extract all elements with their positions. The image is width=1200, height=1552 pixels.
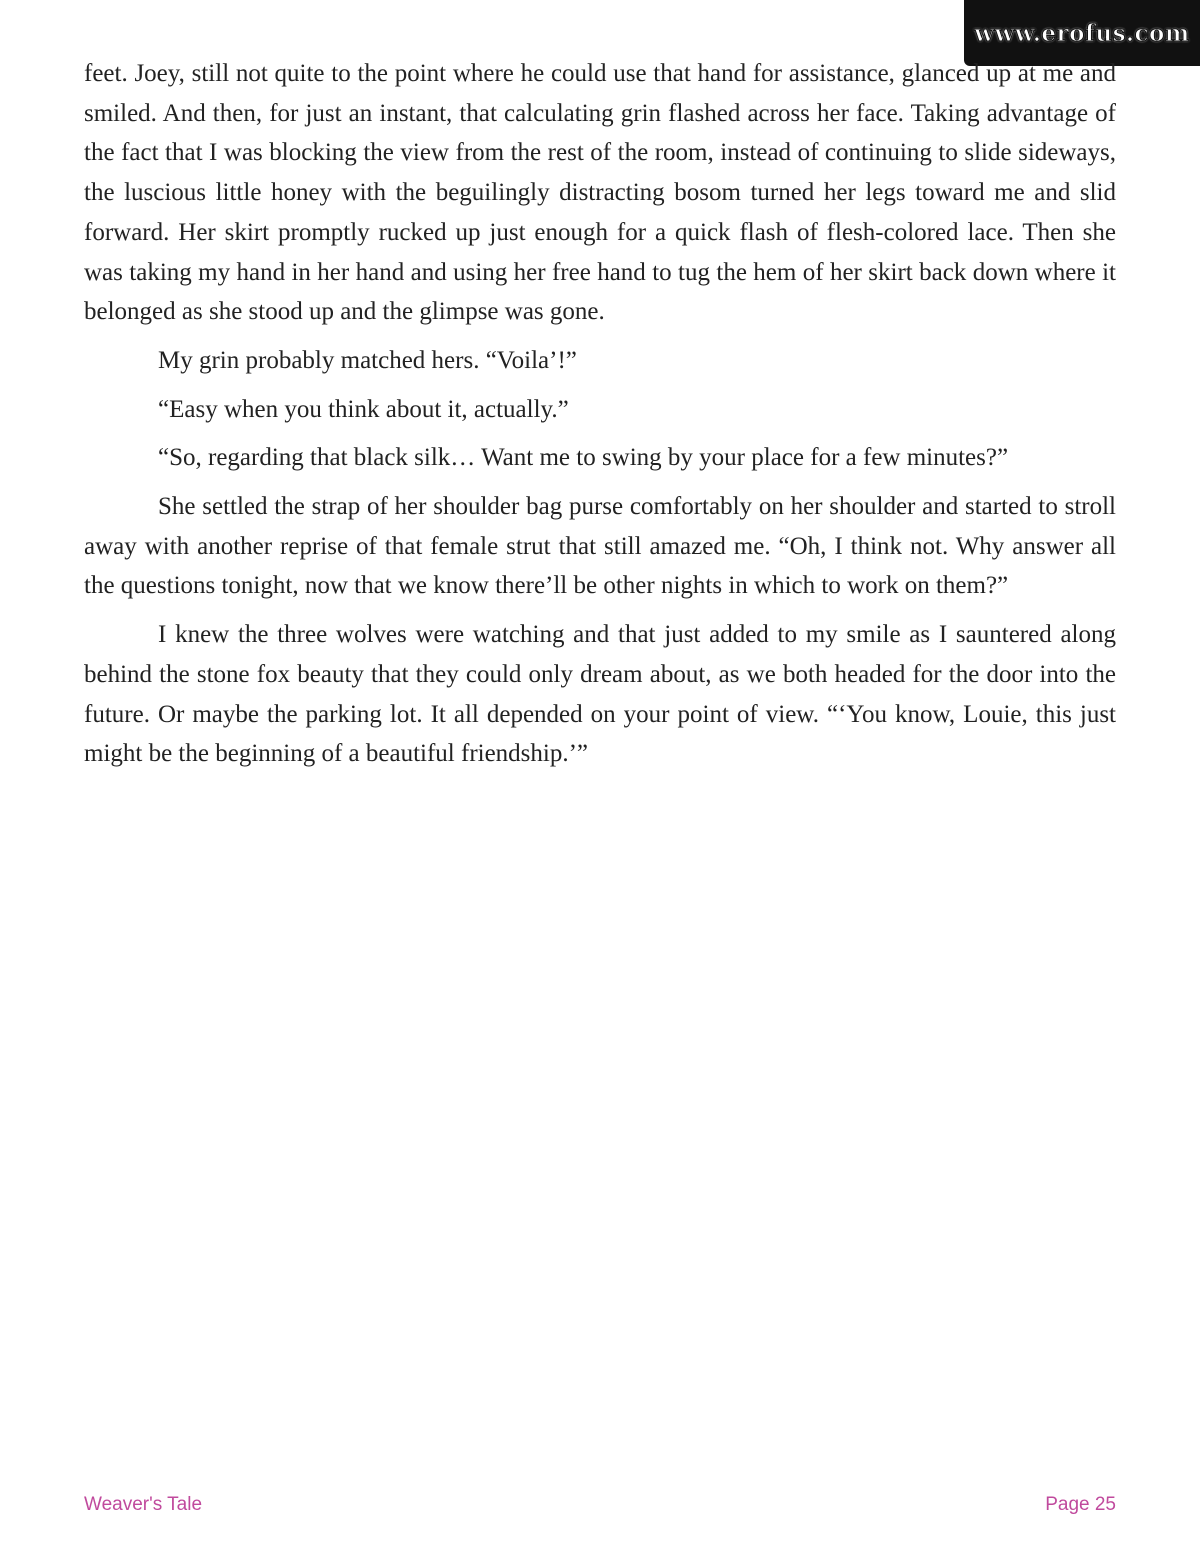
paragraph-5: She settled the strap of her shoulder bag purse comfortably on her shoulder and started to stroll away with another reprise of that female strut that still amazed me. “Oh, I think not. Why answer all the questions tonight, now that we know there’ll be other nights in which to work on them?” xyxy=(84,493,1116,600)
page-footer xyxy=(84,1494,1116,1516)
paragraph-4: “So, regarding that black silk… Want me to swing by your place for a few minutes?” xyxy=(158,444,1009,472)
watermark-text: www.erofus.com xyxy=(974,19,1190,47)
paragraph-1: feet. Joey, still not quite to the point where he could use that hand for assistance, glanced up at me and smiled. And then, for just an instant, that calculating grin flashed across her face. Taking advantage of the fact that I was blocking the view from the rest of the room, instead of continuing to slide sideways, the luscious little honey with the beguilingly distracting bosom turned her legs toward me and slid forward. Her skirt promptly rucked up just enough for a quick flash of flesh-colored lace. Then she was taking my hand in her hand and using her free hand to tug the hem of her skirt back down where it belonged as she stood up and the glimpse was gone. xyxy=(84,60,1116,326)
paragraph-3: “Easy when you think about it, actually.” xyxy=(158,395,569,423)
page-body xyxy=(84,54,1116,783)
paragraph-2: My grin probably matched hers. “Voila’!” xyxy=(158,346,577,374)
footer-page-number: Page 25 xyxy=(1045,1494,1116,1515)
paragraph-6: I knew the three wolves were watching and that just added to my smile as I sauntered along behind the stone fox beauty that they could only dream about, as we both headed for the door into the future. Or maybe the parking lot. It all depended on your point of view. “‘You know, Louie, this just might be the beginning of a beautiful friendship.’” xyxy=(84,621,1116,768)
footer-book-title: Weaver's Tale xyxy=(84,1494,203,1515)
